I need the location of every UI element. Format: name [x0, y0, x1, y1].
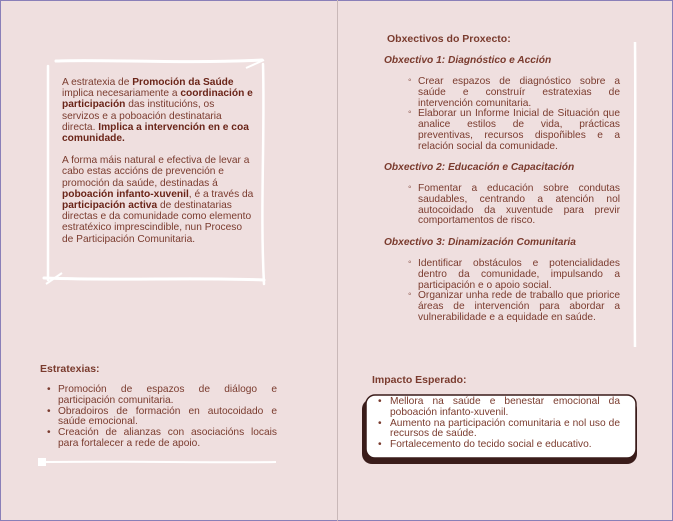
- intro-p2-bold: participación activa: [62, 200, 158, 212]
- intro-p2-seg: de destinatarias directas e da comunidade como elemento estratéxico imprescindible, nun Proceso de Participación Comunitaria.: [62, 200, 252, 245]
- impacto-item: • Fortalecemento do tecido social e educativo.: [378, 440, 620, 451]
- obxectivo-item: ◦ Organizar unha rede de traballo que priorice áreas de intervención para abordar a vulnerabilidade e a equidade en saúde.: [408, 291, 620, 323]
- obxectivo-item: ◦ Elaborar un Informe Inicial de Situación que analice estilos de vida, prácticas preventivas, recursos dispoñibles e a relación social da comunidade.: [408, 109, 620, 152]
- estratexias-item: • Promoción de espazos de diálogo e participación comunitaria.: [47, 385, 277, 407]
- estratexias-item: • Creación de alianzas con asociacións locais para fortalecer a rede de apoio.: [47, 428, 277, 450]
- obxectivo-2-title: Obxectivo 2: Educación e Capacitación: [384, 162, 575, 173]
- obxectivo-2-list: [408, 184, 620, 227]
- estratexias-divider: [38, 457, 276, 467]
- estratexias-heading: Estratexias:: [40, 363, 100, 375]
- intro-paragraph-2: [62, 155, 254, 245]
- obxectivos-heading: Obxectivos do Proxecto:: [387, 33, 511, 45]
- right-decorative-rule: [632, 42, 638, 347]
- page-fold: [337, 0, 338, 521]
- intro-p2-bold: poboación infanto-xuvenil: [62, 188, 189, 200]
- obxectivo-3-list: [408, 259, 620, 324]
- intro-p2-seg: A forma máis natural e efectiva de levar a cabo estas accións de prevención e promoción da saúde, destinadas á: [62, 155, 250, 189]
- obxectivo-1-list: [408, 77, 620, 153]
- intro-p1-seg: implica necesariamente a: [62, 88, 181, 100]
- impacto-item: • Aumento na participación comunitaria e nol uso de recursos de saúde.: [378, 419, 620, 441]
- intro-p1-bold: Implica a intervención en e coa comunidade.: [62, 121, 249, 145]
- intro-text: [62, 77, 254, 256]
- impacto-list: [378, 397, 620, 451]
- obxectivo-item: ◦ Identificar obstáculos e potencialidades dentro da comunidade, impulsando a participación e o apoio social.: [408, 259, 620, 291]
- estratexias-list: [47, 385, 277, 450]
- obxectivo-3-title: Obxectivo 3: Dinamización Comunitaria: [384, 237, 576, 248]
- intro-p1-bold: Promoción da Saúde: [132, 77, 234, 88]
- intro-p1-seg: A estratexia de: [62, 77, 133, 88]
- intro-paragraph-1: [62, 77, 254, 144]
- intro-p1-bold: coordinación e participación: [62, 88, 253, 111]
- obxectivo-item: ◦ Crear espazos de diagnóstico sobre a saúde e construír estratexias de intervención comunitaria.: [408, 77, 620, 109]
- obxectivo-item: ◦ Fomentar a educación sobre condutas saudables, centrando a atención nol autocoidado da xuventude para previr comportamentos de risco.: [408, 184, 620, 227]
- impacto-heading: Impacto Esperado:: [372, 374, 467, 386]
- intro-p2-seg: , é a través da: [188, 188, 254, 200]
- impacto-item: • Mellora na saúde e benestar emocional da poboación infanto-xuvenil.: [378, 397, 620, 419]
- estratexias-item: • Obradoiros de formación en autocoidado e saúde emocional.: [47, 407, 277, 429]
- intro-p1-seg: das institucións, os servizos e a poboación destinataria directa.: [62, 99, 222, 133]
- obxectivo-1-title: Obxectivo 1: Diagnóstico e Acción: [384, 55, 552, 66]
